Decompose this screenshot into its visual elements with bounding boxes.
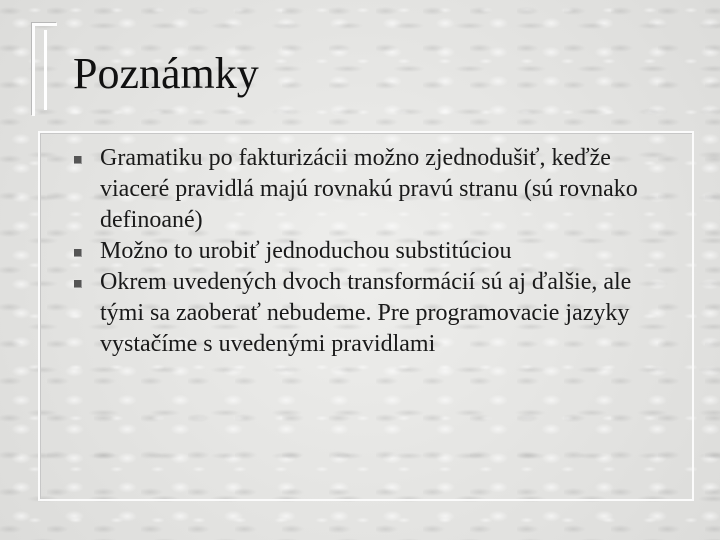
square-bullet-icon xyxy=(74,156,82,164)
bullet-text: Gramatiku po fakturizácii možno zjednodušiť, keďže viaceré pravidlá majú rovnakú pravú stranu (sú rovnako definoané) xyxy=(100,145,638,233)
bullet-list xyxy=(72,143,652,360)
slide-title: Poznámky xyxy=(73,49,259,98)
bullet-text: Možno to urobiť jednoduchou substitúciou xyxy=(100,238,512,264)
bullet-item xyxy=(72,143,652,236)
bullet-item xyxy=(72,236,652,267)
bullet-text: Okrem uvedených dvoch transformácií sú aj ďalšie, ale tými sa zaoberať nebudeme. Pre programovacie jazyky vystačíme s uvedenými pravidlami xyxy=(100,269,632,357)
square-bullet-icon xyxy=(74,249,82,257)
bullet-item xyxy=(72,267,652,360)
decorative-frame-left-inner xyxy=(44,30,59,110)
square-bullet-icon xyxy=(74,280,82,288)
